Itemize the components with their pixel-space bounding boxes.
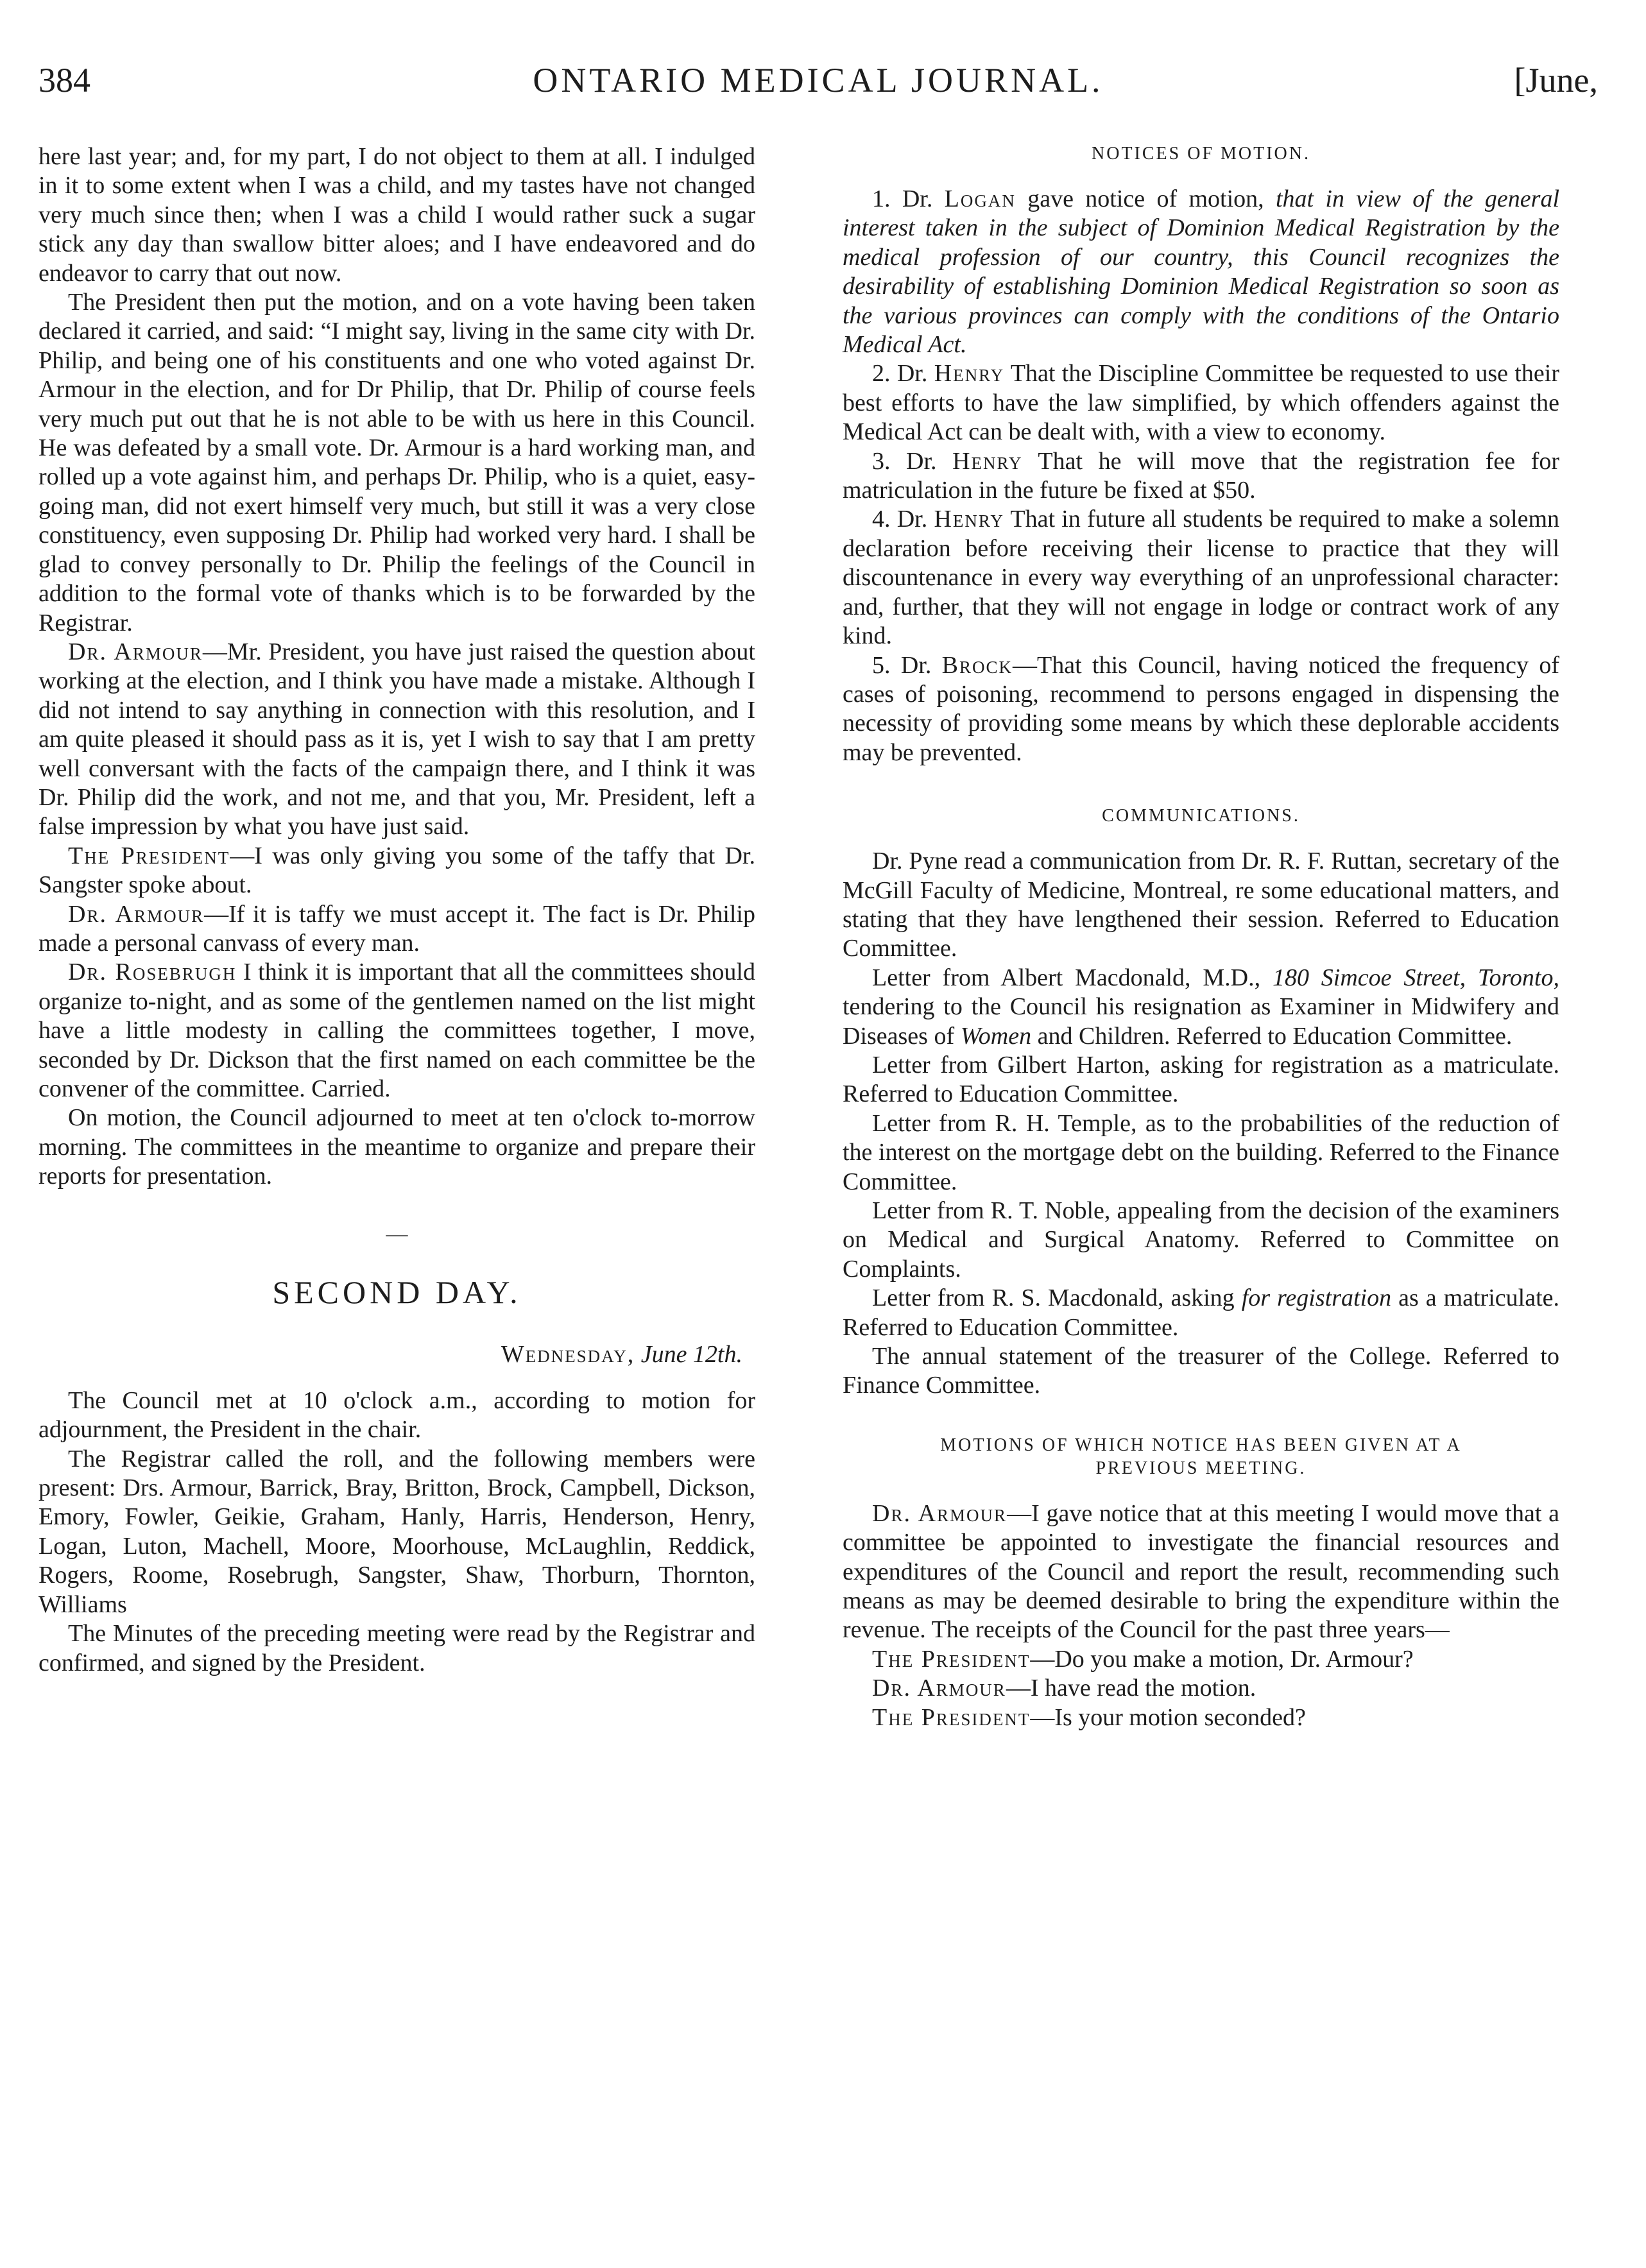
speech-text: —I have read the motion.	[1006, 1675, 1256, 1702]
speaker-name: Dr. Armour	[872, 1675, 1006, 1702]
paragraph	[843, 1674, 1559, 1703]
motion-text: that in view of the general interest taken in the subject of Dominion Medical Registration by the medical profession of our country, this Council recognizes the desirability of establishing Dominion Medical Registration so soon as the various provinces can comply with the conditions of the Ontario Medical Act.	[843, 185, 1559, 359]
speaker-name: The President	[872, 1645, 1031, 1673]
paragraph: here last year; and, for my part, I do not object to them at all. I indulged in it to some extent when I was a child, and my tastes have not changed very much since then; when I was a child I would rather suck a sugar stick any day than swallow bitter aloes; and I have endeavored and do endeavor to carry that out now.	[39, 143, 755, 287]
speech-text: I think it is important that all the committees should organize to-night, and as some of the gentlemen named on the list might have a little modesty in calling the committees together, I move, seconded by Dr. Dickson that the first named on each committee be the convener of the committee. Carried.	[39, 959, 755, 1102]
speech-text: —Do you make a motion, Dr. Armour?	[1030, 1645, 1414, 1673]
paragraph	[843, 1703, 1559, 1732]
notice-of-motion: 3. Dr. Henry That he will move that the registration fee for matriculation in the future be fixed at $50.	[843, 447, 1560, 504]
speaker-name: Dr. Armour	[872, 1499, 1007, 1527]
paragraph	[39, 638, 755, 842]
paragraph	[39, 842, 755, 900]
page-header	[39, 53, 1598, 123]
communication: Letter from Gilbert Harton, asking for registration as a matriculate. Referred to Education Committee.	[843, 1051, 1559, 1108]
notice-of-motion: 5. Dr. Brock—That this Council, having noticed the frequency of cases of poisoning, recommend to persons engaged in dispensing the necessity of providing some means by which these deplorable accidents may be prevented.	[843, 651, 1560, 766]
left-column	[39, 142, 755, 1678]
speaker-name: The President	[68, 842, 230, 869]
speaker-name: Dr. Rosebrugh	[68, 959, 237, 986]
paragraph: The Registrar called the roll, and the following members were present: Drs. Armour, Barrick, Bray, Britton, Brock, Campbell, Dickson, Emory, Fowler, Geikie, Graham, Hanly, Harris, Henderson, Henry, Logan, Luton, Machell, Moore, Moorhouse, McLaughlin, Reddick, Rogers, Roome, Rosebrugh, Sangster, Shaw, Thorburn, Thornton, Williams	[39, 1445, 755, 1618]
member-name: Brock	[941, 651, 1013, 679]
speaker-name: Dr. Armour	[68, 638, 203, 665]
notice-of-motion: 1. Dr. Logan gave notice of motion, that in view of the general interest taken in the subject of Dominion Medical Registration by the medical profession of our country, this Council recognizes the desirability of establishing Dominion Medical Registration so soon as the various provinces can comply with the conditions of the Ontario Medical Act.	[843, 185, 1559, 359]
communication: Letter from R. T. Noble, appealing from the decision of the examiners on Medical and Surgical Anatomy. Referred to Committee on Complaints.	[843, 1197, 1559, 1283]
paragraph	[843, 1499, 1559, 1645]
speech-text: —If it is taffy we must accept it. The fact is Dr. Philip made a personal canvass of every man.	[39, 900, 755, 957]
paragraph	[843, 1645, 1559, 1674]
member-name: Henry	[952, 447, 1023, 475]
member-name: Henry	[934, 360, 1005, 388]
date-text: June 12th.	[640, 1341, 742, 1368]
communication: The annual statement of the treasurer of the College. Referred to Finance Committee.	[843, 1343, 1559, 1399]
section-heading: SECOND DAY.	[272, 1274, 522, 1311]
section-divider: —	[386, 1222, 408, 1246]
paragraph: The President then put the motion, and on a vote having been taken declared it carried, and said: “I might say, living in the same city with Dr. Philip, and being one of his constituents and one who voted against Dr. Armour in the election, and for Dr Philip, that Dr. Philip of course feels very much put out that he is not able to be with us here in this Council. He was defeated by a small vote. Dr. Armour is a hard working man, and rolled up a vote against him, and perhaps Dr. Philip, who is a quiet, easy-going man, did not exert himself very much, but still it was a very close constituency, even supposing Dr. Philip had worked very hard. I shall be glad to convey personally to Dr. Philip the feelings of the Council in addition to the formal vote of thanks which is to be forwarded by the Registrar.	[39, 289, 755, 636]
section-heading: COMMUNICATIONS.	[1102, 806, 1300, 826]
speaker-name: Dr. Armour	[68, 900, 205, 928]
communication: Letter from R. H. Temple, as to the probabilities of the reduction of the interest on the mortgage debt on the building. Referred to the Finance Committee.	[843, 1109, 1559, 1195]
section-heading: MOTIONS OF WHICH NOTICE HAS BEEN GIVEN AT A PREVIOUS MEETING.	[940, 1435, 1462, 1478]
communication: Dr. Pyne read a communication from Dr. R. F. Ruttan, secretary of the McGill Faculty of Medicine, Montreal, re some educational matters, and stating that they have lengthened their session. Referred to Education Committee.	[843, 848, 1559, 962]
issue-month: [June,	[1514, 61, 1598, 99]
notice-of-motion: 4. Dr. Henry That in future all students be required to make a solemn declaration before receiving their license to practice that they will discountenance in every way everything of an unprofessional character: and, further, that they will not engage in lodge or contract work of any kind.	[843, 506, 1559, 650]
speaker-name: The President	[872, 1703, 1031, 1731]
session-date	[39, 1340, 742, 1369]
speech-text: —I gave notice that at this meeting I would move that a committee be appointed to investigate the financial resources and expenditures of the Council and report the result, recommending such means as may be deemed desirable to bring the expenditure within the revenue. The receipts of the Council for the past three years—	[843, 1499, 1560, 1644]
speech-text: —Is your motion seconded?	[1030, 1703, 1306, 1731]
notice-of-motion: 2. Dr. Henry That the Discipline Committee be requested to use their best efforts to have the law simplified, by which offenders against the Medical Act can be dealt with, with a view to economy.	[843, 360, 1560, 446]
member-name: Logan	[944, 185, 1016, 212]
member-name: Henry	[934, 506, 1004, 533]
paragraph: On motion, the Council adjourned to meet at ten o'clock to-morrow morning. The committees in the meantime to organize and prepare their reports for presentation.	[39, 1104, 755, 1190]
speech-text: —Mr. President, you have just raised the question about working at the election, and I think you have made a mistake. Although I did not intend to say anything in connection with this resolution, and I am quite pleased it should pass as it is, yet I wish to say that I am pretty well conversant with the facts of the campaign there, and I think it was Dr. Philip did the work, and not me, and that you, Mr. President, left a false impression by what you have just said.	[39, 638, 755, 840]
paragraph	[39, 958, 755, 1104]
communication: Letter from Albert Macdonald, M.D., 180 Simcoe Street, Toronto, tendering to the Council his resignation as Examiner in Midwifery and Diseases of Women and Children. Referred to Education Committee.	[843, 964, 1559, 1050]
communication: Letter from R. S. Macdonald, asking for registration as a matriculate. Referred to Education Committee.	[843, 1284, 1559, 1341]
right-column	[843, 142, 1559, 1732]
paragraph: The Council met at 10 o'clock a.m., according to motion for adjournment, the President in the chair.	[39, 1386, 755, 1444]
journal-title: ONTARIO MEDICAL JOURNAL.	[533, 61, 1104, 99]
page-number: 384	[39, 61, 90, 99]
paragraph: The Minutes of the preceding meeting were read by the Registrar and confirmed, and signed by the President.	[39, 1620, 755, 1676]
paragraph	[39, 900, 755, 959]
weekday: Wednesday,	[501, 1341, 635, 1368]
section-heading: NOTICES OF MOTION.	[1092, 144, 1310, 164]
speech-text: —I was only giving you some of the taffy that Dr. Sangster spoke about.	[39, 842, 755, 899]
